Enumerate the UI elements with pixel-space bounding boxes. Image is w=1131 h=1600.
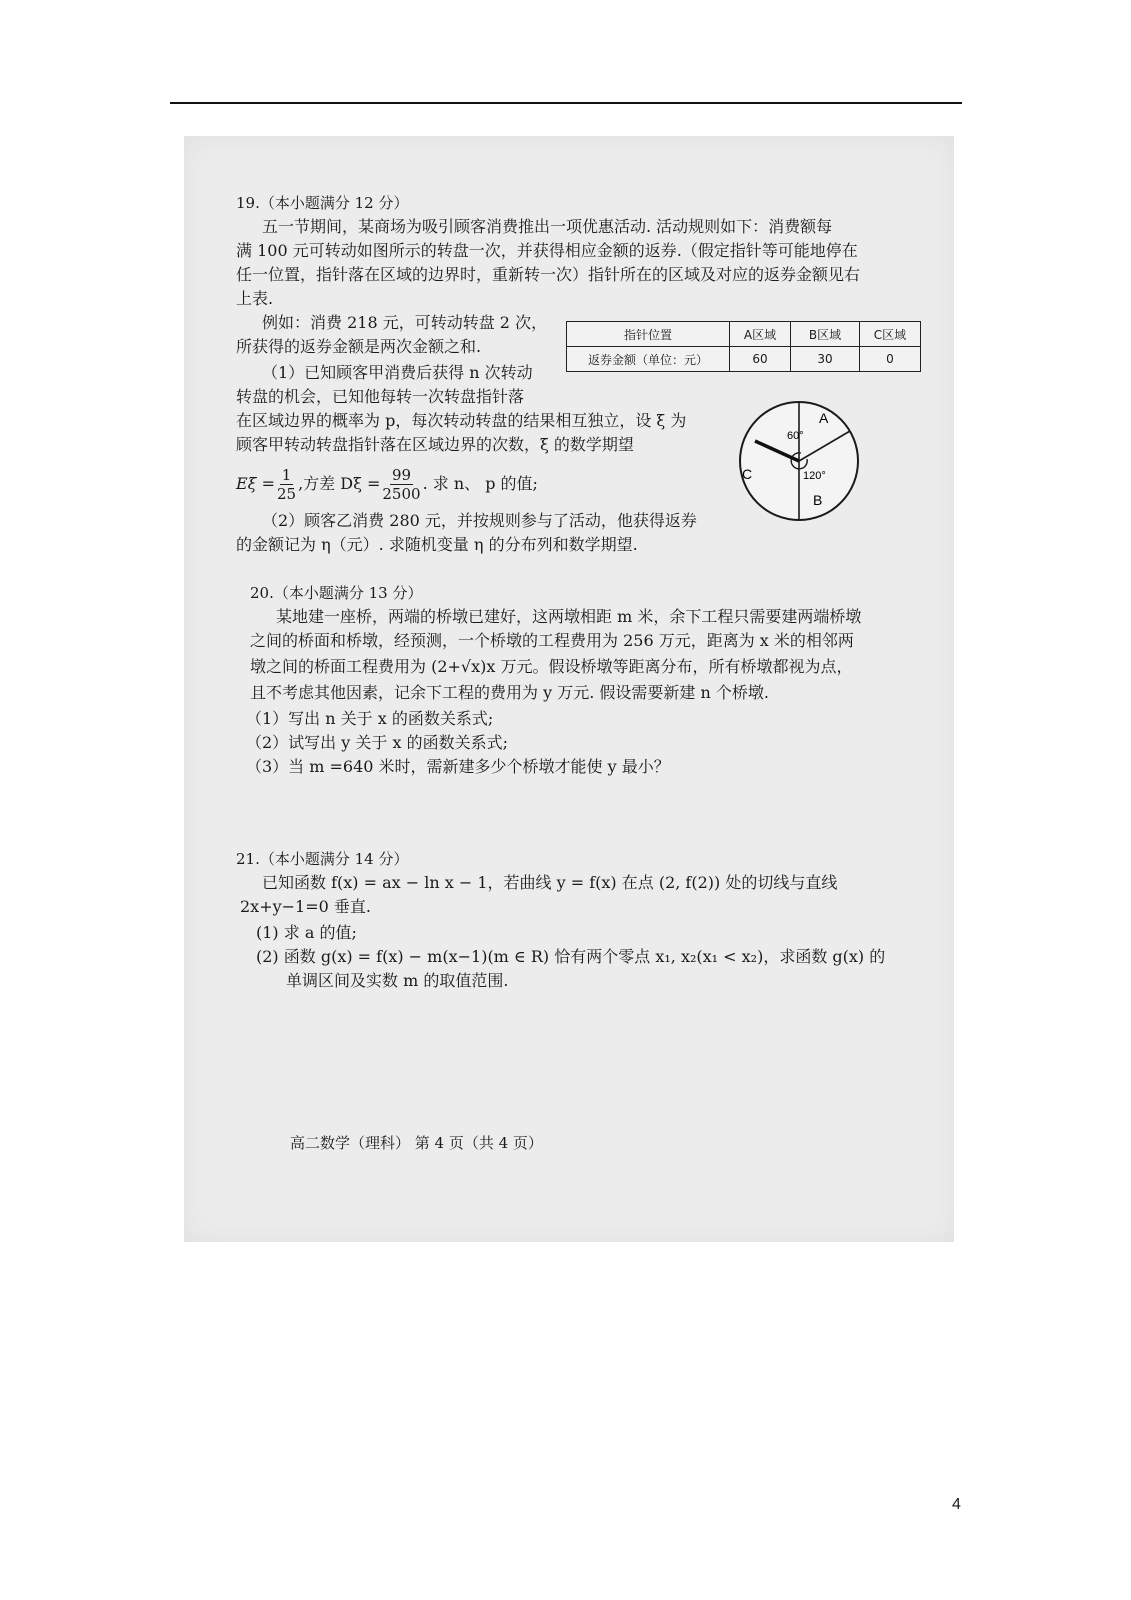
top-rule	[170, 102, 962, 104]
variance-denominator: 2500	[382, 484, 421, 503]
q20-line4: 且不考虑其他因素，记余下工程的费用为 y 万元. 假设需要新建 n 个桥墩.	[250, 683, 769, 702]
prize-table	[566, 321, 921, 372]
q19-formula	[236, 462, 538, 506]
q20-sub3: （3）当 m =640 米时，需新建多少个桥墩才能使 y 最小？	[246, 757, 670, 776]
q21-sub1: (1) 求 a 的值;	[256, 923, 357, 942]
q21-line1: 已知函数 f(x) = ax − ln x − 1，若曲线 y = f(x) 在点 (2, f(2)) 处的切线与直线	[262, 873, 838, 892]
region-c-label: C	[742, 466, 753, 482]
variance-fraction	[382, 466, 420, 503]
expectation-label: Eξ =	[236, 474, 275, 493]
region-a-label: A	[819, 410, 829, 426]
q19-line9: 在区域边界的概率为 p，每次转动转盘的结果相互独立，设 ξ 为	[236, 411, 687, 430]
table-cell: C区域	[860, 322, 921, 347]
q20-line3: 墩之间的桥面工程费用为 (2+√x)x 万元。假设桥墩等距离分布，所有桥墩都视为点，	[250, 657, 853, 676]
angle-60-label: 60°	[787, 430, 804, 442]
table-cell: 返券金额（单位：元）	[567, 347, 730, 372]
q21-header: 21.（本小题满分 14 分）	[236, 850, 409, 868]
q19-line4: 上表.	[236, 289, 274, 308]
q19-line13: 的金额记为 η（元）. 求随机变量 η 的分布列和数学期望.	[236, 535, 638, 554]
expectation-denominator: 25	[276, 484, 297, 503]
q19-line2: 满 100 元可转动如图所示的转盘一次，并获得相应金额的返券.（假定指针等可能地停在	[236, 241, 858, 260]
q20-line1: 某地建一座桥，两端的桥墩已建好，这两墩相距 m 米，余下工程只需要建两端桥墩	[276, 607, 862, 626]
q20-sub1: （1）写出 n 关于 x 的函数关系式;	[246, 709, 494, 728]
page-footer: 高二数学（理科） 第 4 页（共 4 页）	[290, 1134, 543, 1152]
table-cell: A区域	[730, 322, 791, 347]
table-row	[567, 322, 921, 347]
page-number: 4	[952, 1496, 961, 1513]
variance-numerator: 99	[391, 465, 412, 484]
q20-line2: 之间的桥面和桥墩，经预测，一个桥墩的工程费用为 256 万元，距离为 x 米的相邻两	[250, 631, 854, 650]
q20-header: 20.（本小题满分 13 分）	[250, 584, 423, 602]
table-cell: 0	[860, 347, 921, 372]
table-cell: 指针位置	[567, 322, 730, 347]
table-cell: 30	[791, 347, 860, 372]
q19-line7: （1）已知顾客甲消费后获得 n 次转动	[262, 363, 533, 382]
variance-label: ,方差 Dξ =	[298, 474, 381, 493]
table-cell: 60	[730, 347, 791, 372]
q19-line6: 所获得的返券金额是两次金额之和.	[236, 337, 482, 356]
q19-line8: 转盘的机会，已知他每转一次转盘指针落	[236, 387, 525, 406]
table-cell: B区域	[791, 322, 860, 347]
q19-line1: 五一节期间，某商场为吸引顾客消费推出一项优惠活动. 活动规则如下：消费额每	[262, 217, 833, 236]
q21-sub2: (2) 函数 g(x) = f(x) − m(x−1)(m ∈ R) 恰有两个零点 x₁, x₂(x₁ < x₂)，求函数 g(x) 的	[256, 947, 886, 966]
region-b-label: B	[813, 492, 823, 508]
formula-tail: . 求 n、 p 的值;	[422, 474, 538, 493]
table-row	[567, 347, 921, 372]
q21-line2: 2x+y−1=0 垂直.	[240, 897, 371, 916]
q19-line3: 任一位置，指针落在区域的边界时，重新转一次）指针所在的区域及对应的返券金额见右	[236, 265, 861, 284]
spinner-wheel	[737, 383, 861, 547]
q19-line5: 例如：消费 218 元，可转动转盘 2 次，	[262, 313, 548, 332]
expectation-fraction	[277, 466, 296, 503]
q19-line10: 顾客甲转动转盘指针落在区域边界的次数，ξ 的数学期望	[236, 435, 634, 454]
angle-120-label: 120°	[803, 470, 826, 482]
q19-line12: （2）顾客乙消费 280 元，并按规则参与了活动，他获得返券	[262, 511, 697, 530]
q19-header: 19.（本小题满分 12 分）	[236, 194, 409, 212]
q20-sub2: （2）试写出 y 关于 x 的函数关系式;	[246, 733, 508, 752]
q21-sub3: 单调区间及实数 m 的取值范围.	[286, 971, 509, 990]
expectation-numerator: 1	[281, 465, 292, 484]
